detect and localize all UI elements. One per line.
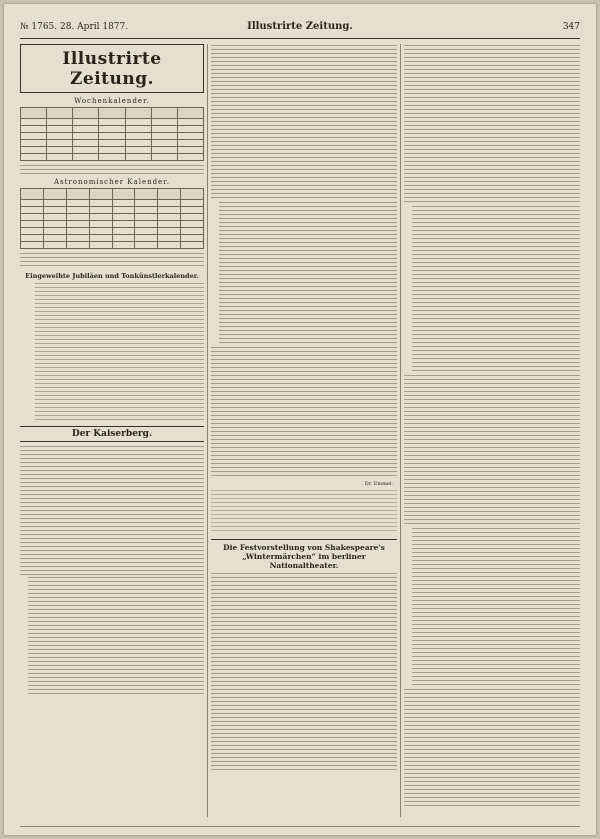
- article-text: [211, 347, 397, 479]
- column-2: [211, 44, 397, 817]
- article-text: [404, 689, 580, 809]
- article-heading: Die Festvorstellung von Shakespeare's „Wintermärchen“ im berliner Nationaltheater.: [211, 539, 397, 570]
- column-3: [404, 44, 580, 817]
- article-text: [412, 206, 580, 374]
- masthead: [20, 44, 204, 93]
- article-heading: Der Kaiserberg.: [20, 426, 204, 442]
- calendar-footnote: [20, 165, 204, 175]
- article-text: [211, 45, 397, 201]
- calendar-entry: [20, 327, 204, 345]
- page-number: 347: [562, 22, 580, 32]
- article-text: [412, 528, 580, 688]
- article-text: [20, 446, 204, 576]
- calendar-title: Wochenkalender.: [74, 97, 150, 105]
- masthead-title: Illustrirte Zeitung.: [62, 49, 162, 89]
- author-signature: Dr. Emmel.: [364, 481, 393, 487]
- weekly-calendar-table: [20, 107, 204, 161]
- astronomical-calendar-table: [20, 188, 204, 249]
- calendar-entry: [20, 395, 204, 405]
- anniversary-heading: Eingeweihte Jubiläen und Tonkünstlerkalender.: [25, 272, 199, 280]
- calendar-entry: [20, 407, 204, 421]
- astro-calendar-title: Astronomischer Kalender.: [53, 178, 171, 186]
- astro-footnote: [20, 253, 204, 267]
- article-text: [404, 45, 580, 205]
- calendar-entry: [20, 299, 204, 309]
- article-text: [219, 202, 397, 346]
- footnote-text: [211, 490, 397, 534]
- column-1: [20, 44, 204, 817]
- newspaper-page: [4, 4, 596, 835]
- article-text: [28, 577, 204, 697]
- calendar-entry: [20, 347, 204, 357]
- column-rule: [207, 44, 208, 817]
- calendar-entry: [20, 283, 204, 297]
- page-header: [20, 18, 580, 39]
- calendar-entry: [20, 311, 204, 325]
- page-footer-rule: [20, 826, 580, 827]
- column-rule: [400, 44, 401, 817]
- running-title: Illustrirte Zeitung.: [247, 21, 353, 32]
- calendar-entry: [20, 359, 204, 373]
- article-text: [211, 573, 397, 773]
- article-text: [404, 375, 580, 527]
- issue-number: № 1765. 28. April 1877.: [20, 22, 129, 32]
- calendar-entry: [20, 375, 204, 393]
